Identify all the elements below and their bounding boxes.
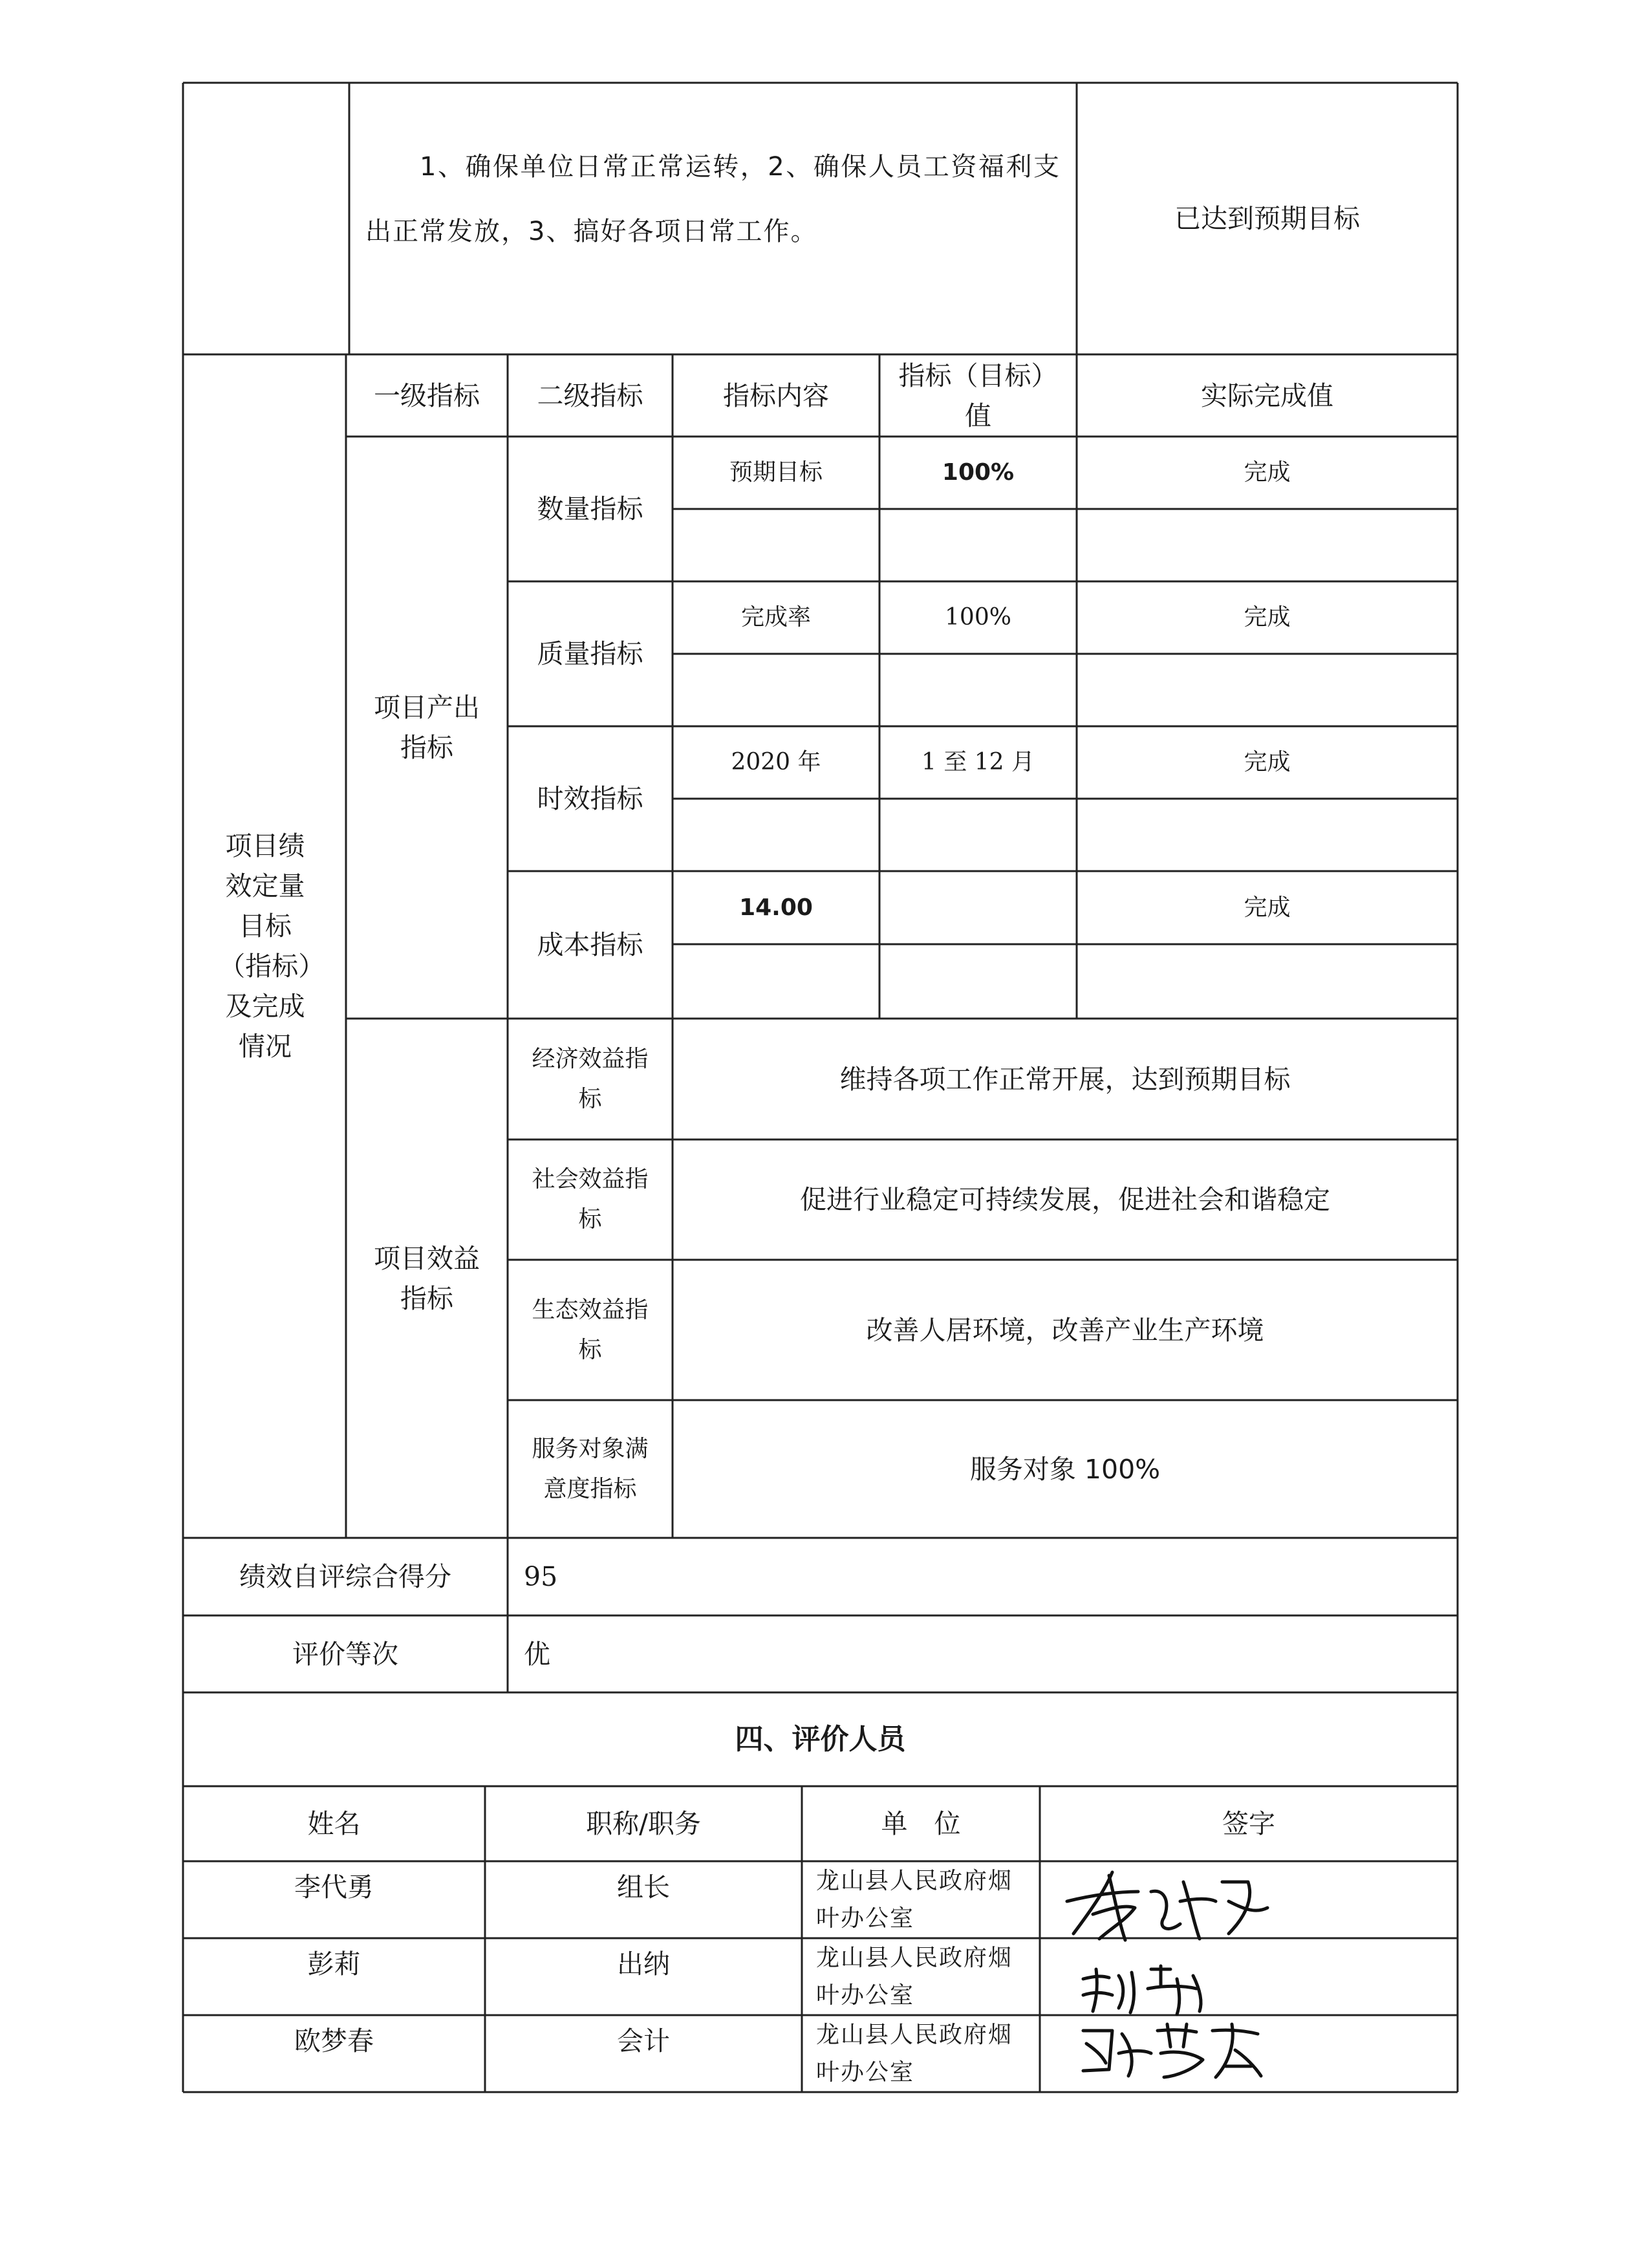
score-value: 95 (524, 1561, 558, 1592)
cost-indicator-label: 成本指标 (537, 929, 643, 960)
project-result: 已达到预期目标 (1174, 203, 1360, 234)
cost-target (879, 871, 1077, 944)
header-content: 指标内容 (723, 380, 829, 411)
signature-li-daiyong (1054, 1863, 1287, 1953)
quantity-target: 100% (942, 459, 1015, 486)
evaluators-header-title: 职称/职务 (586, 1808, 701, 1839)
cost-actual: 完成 (1244, 894, 1291, 921)
header-target: 指标（目标）值 (898, 360, 1058, 431)
evaluator-name: 李代勇 (294, 1872, 374, 1903)
evaluator-unit: 龙山县人民政府烟叶办公室 (816, 1867, 1013, 1932)
quality-target: 100% (945, 604, 1011, 631)
output-indicator-label: 项目产出指标 (374, 692, 480, 763)
quantity-content: 预期目标 (729, 459, 823, 486)
quantity-actual: 完成 (1244, 459, 1291, 486)
quantity-indicator-label: 数量指标 (537, 493, 643, 524)
evaluators-header-signature: 签字 (1222, 1808, 1275, 1839)
header-level1: 一级指标 (374, 380, 480, 411)
quality-actual: 完成 (1244, 604, 1291, 631)
evaluator-unit: 龙山县人民政府烟叶办公室 (816, 2021, 1013, 2086)
project-description: 1、确保单位日常正常运转，2、确保人员工资福利支出正常发放，3、搞好各项日常工作。 (365, 152, 1061, 246)
economic-indicator-label: 经济效益指标 (532, 1045, 649, 1112)
header-level2: 二级指标 (537, 380, 643, 411)
satisfaction-indicator-label: 服务对象满意度指标 (532, 1435, 649, 1502)
evaluator-title: 会计 (617, 2025, 670, 2057)
ecological-indicator-value: 改善人居环境，改善产业生产环境 (866, 1314, 1264, 1346)
economic-indicator-value: 维持各项工作正常开展，达到预期目标 (839, 1063, 1291, 1095)
signature-ou-mengchun (1073, 2018, 1267, 2082)
evaluator-unit: 龙山县人民政府烟叶办公室 (816, 1944, 1013, 2009)
timeliness-actual: 完成 (1244, 749, 1291, 775)
signature-peng-li (1073, 1960, 1222, 2018)
timeliness-indicator-label: 时效指标 (537, 783, 643, 814)
indicator-section-label: 项目绩效定量目标（指标）及完成情况 (219, 830, 312, 1062)
evaluators-title: 四、评价人员 (735, 1722, 906, 1756)
social-indicator-value: 促进行业稳定可持续发展，促进社会和谐稳定 (800, 1184, 1330, 1215)
evaluator-name: 彭莉 (307, 1949, 361, 1980)
benefit-indicator-label: 项目效益指标 (374, 1242, 480, 1314)
score-label: 绩效自评综合得分 (239, 1561, 451, 1592)
grade-label: 评价等次 (292, 1638, 398, 1670)
evaluators-header-unit: 单 位 (881, 1808, 961, 1839)
cost-content: 14.00 (739, 894, 813, 921)
quality-content: 完成率 (740, 604, 811, 631)
quality-indicator-label: 质量指标 (537, 638, 643, 669)
ecological-indicator-label: 生态效益指标 (532, 1296, 649, 1363)
timeliness-target: 1 至 12 月 (921, 749, 1035, 775)
timeliness-content: 2020 年 (731, 749, 821, 775)
evaluator-name: 欧梦春 (294, 2025, 374, 2057)
grade-value: 优 (524, 1638, 550, 1670)
evaluator-title: 组长 (617, 1872, 670, 1903)
evaluators-header-name: 姓名 (307, 1808, 361, 1839)
evaluator-title: 出纳 (617, 1949, 670, 1980)
social-indicator-label: 社会效益指标 (532, 1166, 649, 1233)
header-actual: 实际完成值 (1201, 380, 1333, 411)
satisfaction-indicator-value: 服务对象 100% (969, 1453, 1161, 1485)
